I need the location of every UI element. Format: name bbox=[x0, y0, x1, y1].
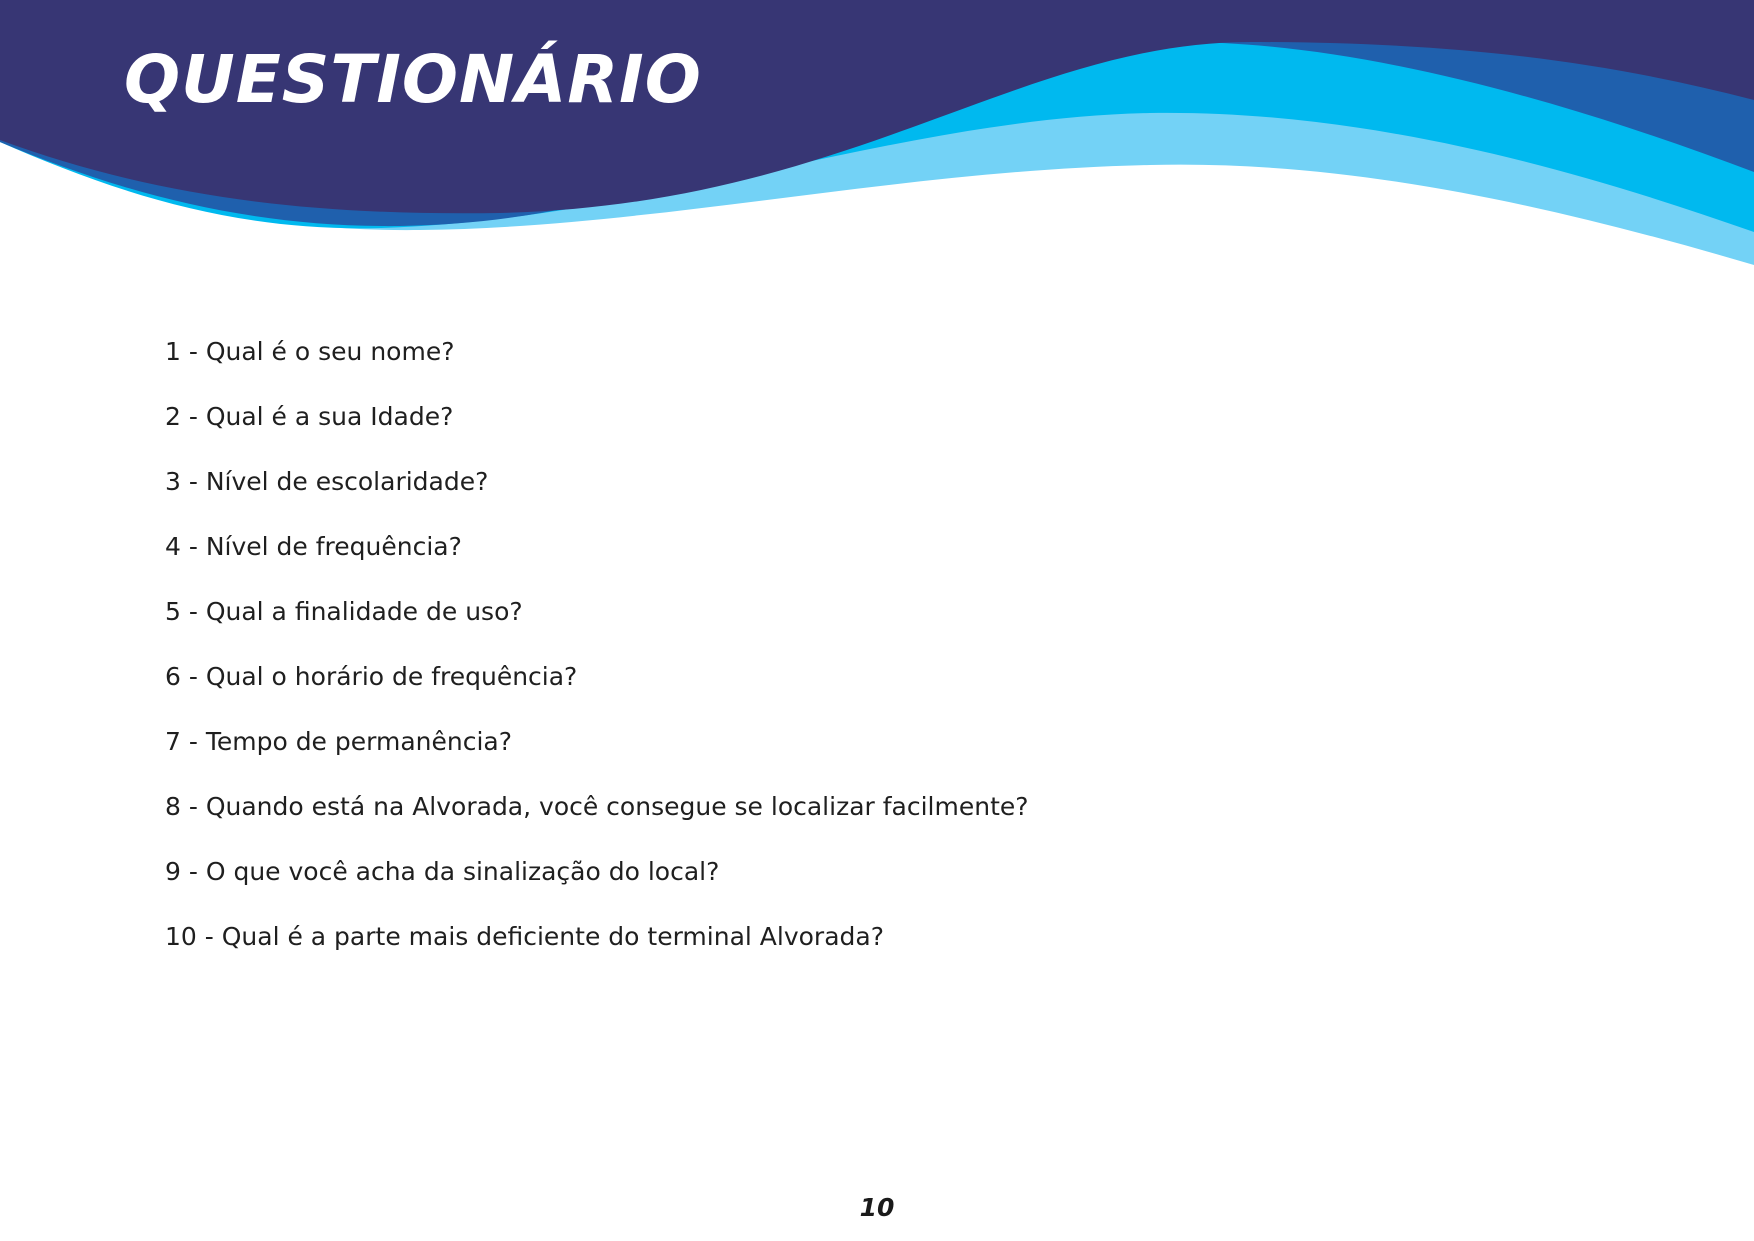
question-item: 5 - Qual a finalidade de uso? bbox=[165, 597, 523, 626]
page-number: 10 bbox=[859, 1193, 895, 1222]
page-title: QUESTIONÁRIO bbox=[124, 41, 702, 118]
question-list bbox=[165, 332, 1029, 982]
question-item: 8 - Quando está na Alvorada, você consegue se localizar facilmente? bbox=[165, 792, 1029, 821]
question-item: 9 - O que você acha da sinalização do local? bbox=[165, 857, 720, 886]
question-item: 1 - Qual é o seu nome? bbox=[165, 337, 455, 366]
question-item: 3 - Nível de escolaridade? bbox=[165, 467, 489, 496]
question-item: 4 - Nível de frequência? bbox=[165, 532, 462, 561]
question-item: 2 - Qual é a sua Idade? bbox=[165, 402, 454, 431]
question-item: 7 - Tempo de permanência? bbox=[165, 727, 512, 756]
question-item: 10 - Qual é a parte mais deficiente do terminal Alvorada? bbox=[165, 922, 884, 951]
question-item: 6 - Qual o horário de frequência? bbox=[165, 662, 578, 691]
